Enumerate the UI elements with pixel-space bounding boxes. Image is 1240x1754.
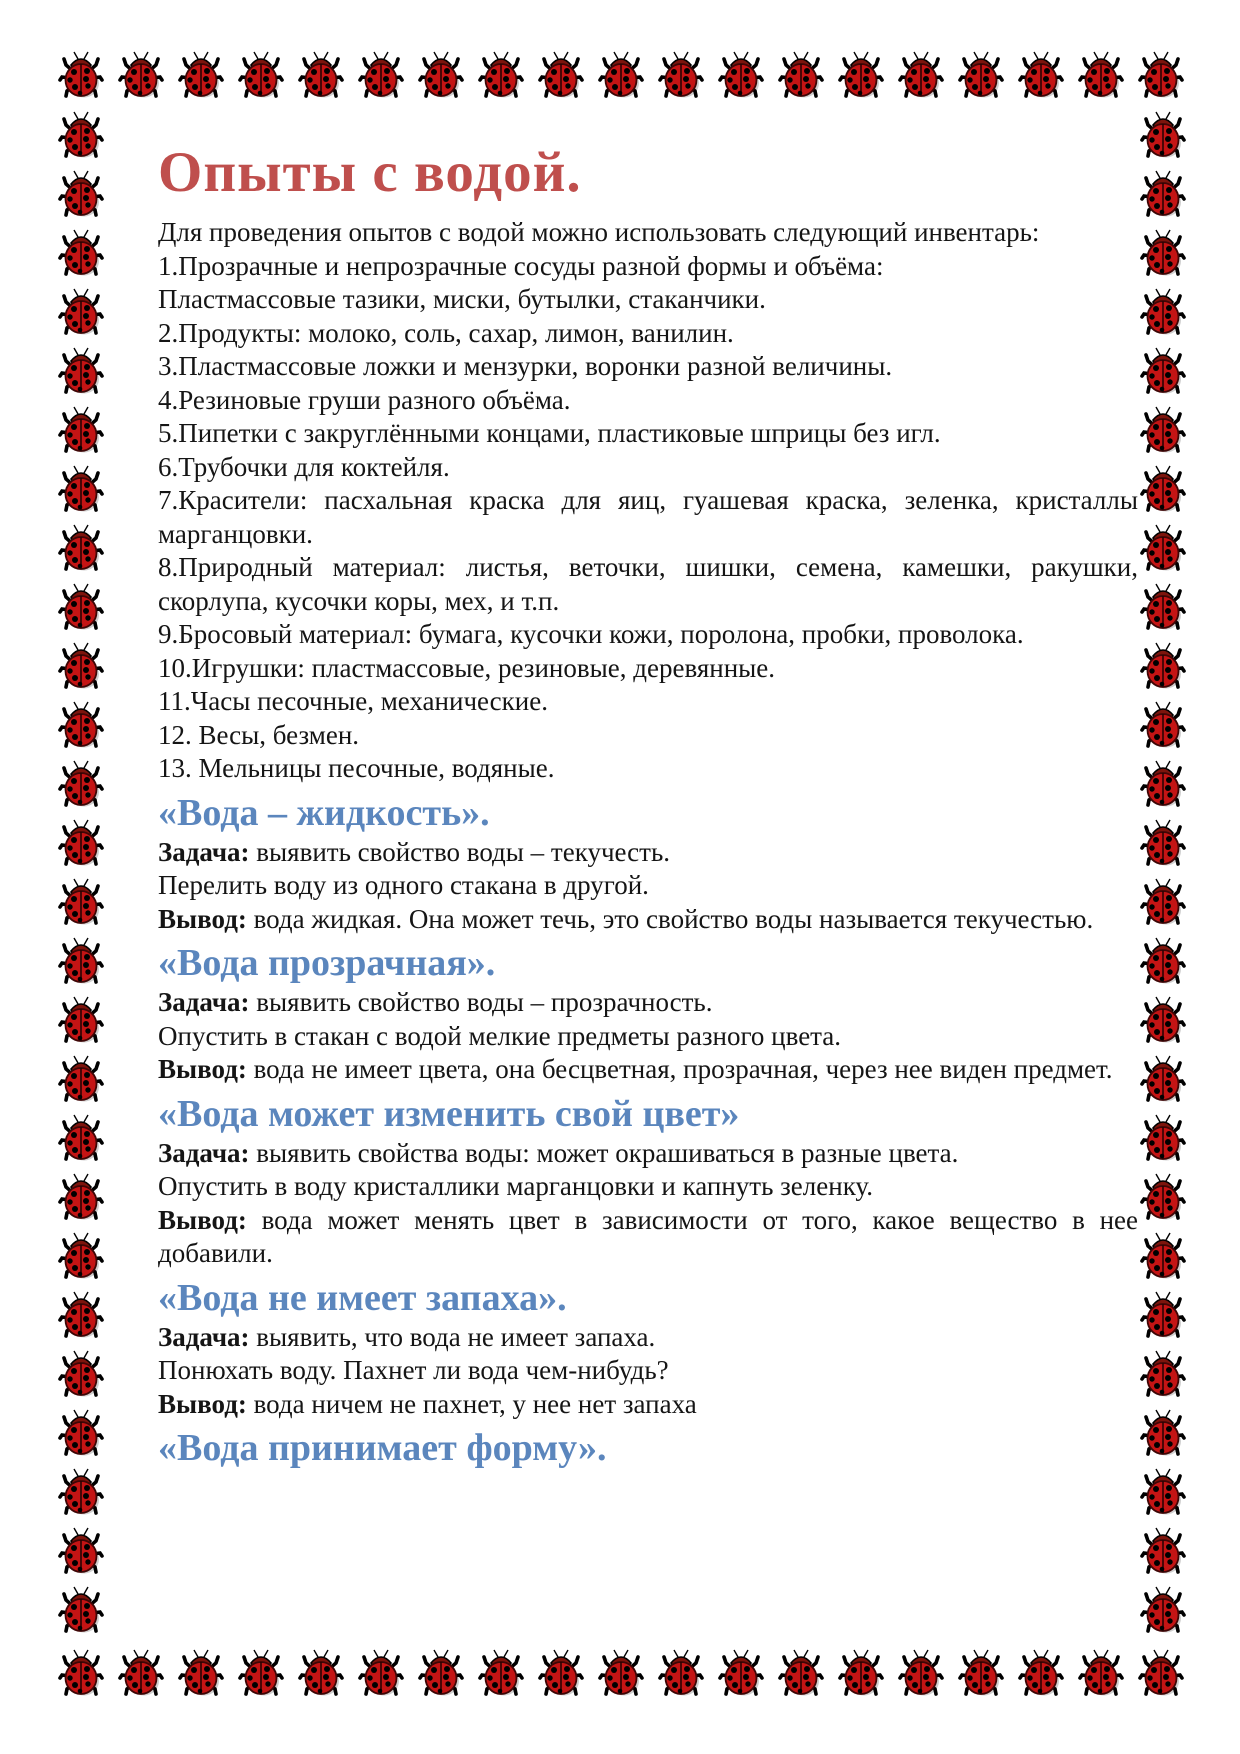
line-text: выявить свойства воды: может окрашиваться в разные цвета. [249, 1137, 959, 1168]
line-text: вода не имеет цвета, она бесцветная, прозрачная, через нее виден предмет. [246, 1054, 1113, 1084]
ladybug-icon [358, 50, 404, 100]
ladybug-icon [1140, 405, 1186, 455]
inventory-line: Пластмассовые тазики, миски, бутылки, стаканчики. [158, 284, 766, 314]
ladybug-icon [1140, 1231, 1186, 1281]
section-heading: «Вода может изменить свой цвет» [158, 1092, 740, 1135]
ladybug-icon [58, 641, 104, 691]
section-line [158, 1354, 1138, 1388]
ladybug-icon [1140, 169, 1186, 219]
ladybug-icon [1138, 50, 1184, 100]
document-content [158, 140, 1138, 1471]
ladybug-icon [58, 464, 104, 514]
section-line [158, 903, 1138, 937]
ladybug-icon [1140, 464, 1186, 514]
ladybug-icon [1018, 1648, 1064, 1698]
ladybug-icon [178, 50, 224, 100]
ladybug-icon [478, 50, 524, 100]
section-line [158, 1020, 1138, 1054]
ladybug-icon [958, 50, 1004, 100]
ladybug-icon [58, 1349, 104, 1399]
line-label: Вывод: [158, 903, 247, 934]
section-line [158, 1137, 1138, 1171]
ladybug-icon [58, 1467, 104, 1517]
ladybug-icon [178, 1648, 224, 1698]
ladybug-icon [1140, 1290, 1186, 1340]
ladybug-icon [958, 1648, 1004, 1698]
line-text: Опустить в воду кристаллики марганцовки и капнуть зеленку. [158, 1171, 873, 1201]
ladybug-icon [1140, 1467, 1186, 1517]
line-text: выявить свойство воды – прозрачность. [249, 987, 713, 1017]
ladybug-icon [418, 1648, 464, 1698]
ladybug-icon [58, 1054, 104, 1104]
ladybug-icon [1140, 1585, 1186, 1635]
ladybug-icon [58, 818, 104, 868]
ladybug-icon [58, 523, 104, 573]
ladybug-icon [1140, 641, 1186, 691]
ladybug-icon [538, 50, 584, 100]
ladybug-icon [58, 287, 104, 337]
ladybug-icon [1140, 287, 1186, 337]
ladybug-icon [658, 1648, 704, 1698]
ladybug-icon [58, 1526, 104, 1576]
section-heading: «Вода не имеет запаха». [158, 1276, 567, 1319]
line-label: Задача: [158, 987, 250, 1017]
ladybug-icon [58, 1290, 104, 1340]
ladybug-icon [1140, 523, 1186, 573]
ladybug-icon [1078, 50, 1124, 100]
ladybug-icon [1140, 700, 1186, 750]
inventory-line: 9.Бросовый материал: бумага, кусочки кожи, поролона, пробки, проволока. [158, 619, 1024, 649]
ladybug-icon [1018, 50, 1064, 100]
line-text: Опустить в стакан с водой мелкие предметы разного цвета. [158, 1020, 842, 1051]
line-label: Задача: [158, 1137, 250, 1168]
ladybug-icon [58, 50, 104, 100]
section-heading: «Вода прозрачная». [158, 942, 496, 984]
ladybug-icon [58, 169, 104, 219]
ladybug-icon [1140, 818, 1186, 868]
line-label: Вывод: [158, 1388, 247, 1419]
inventory-line: 2.Продукты: молоко, соль, сахар, лимон, ванилин. [158, 317, 734, 348]
ladybug-icon [1140, 1113, 1186, 1163]
ladybug-icon [898, 50, 944, 100]
section-line [158, 986, 1138, 1020]
ladybug-icon [898, 1648, 944, 1698]
ladybug-icon [58, 405, 104, 455]
ladybug-icon [1140, 936, 1186, 986]
ladybug-icon [1140, 1526, 1186, 1576]
ladybug-icon [118, 1648, 164, 1698]
ladybug-icon [1140, 1408, 1186, 1458]
ladybug-icon [58, 1585, 104, 1635]
ladybug-icon [718, 1648, 764, 1698]
ladybug-icon [718, 50, 764, 100]
inventory-line: 12. Весы, безмен. [158, 719, 360, 750]
ladybug-icon [838, 1648, 884, 1698]
ladybug-icon [538, 1648, 584, 1698]
ladybug-icon [1140, 582, 1186, 632]
line-text: вода ничем не пахнет, у нее нет запаха [246, 1388, 697, 1419]
ladybug-icon [58, 877, 104, 927]
ladybug-icon [298, 1648, 344, 1698]
line-text: вода может менять цвет в зависимости от того, какое вещество в нее добавили. [158, 1204, 1138, 1268]
ladybug-icon [1140, 1349, 1186, 1399]
section-heading: «Вода принимает форму». [158, 1427, 607, 1469]
section-line [158, 1321, 1138, 1355]
ladybug-icon [58, 582, 104, 632]
ladybug-icon [1140, 759, 1186, 809]
ladybug-icon [1140, 1054, 1186, 1104]
ladybug-icon [778, 1648, 824, 1698]
line-label: Задача: [158, 836, 250, 867]
ladybug-icon [1140, 346, 1186, 396]
inventory-line: 3.Пластмассовые ложки и мензурки, воронки разной величины. [158, 351, 893, 381]
ladybug-icon [1140, 228, 1186, 278]
ladybug-icon [118, 50, 164, 100]
ladybug-icon [58, 228, 104, 278]
ladybug-icon [298, 50, 344, 100]
inventory-line: 13. Мельницы песочные, водяные. [158, 753, 555, 783]
section-line [158, 1170, 1138, 1204]
ladybug-icon [58, 936, 104, 986]
line-label: Вывод: [158, 1204, 247, 1235]
line-label: Задача: [158, 1321, 250, 1352]
ladybug-icon [1140, 995, 1186, 1045]
inventory-line: 1.Прозрачные и непрозрачные сосуды разной формы и объёма: [158, 250, 884, 281]
ladybug-icon [358, 1648, 404, 1698]
ladybug-icon [238, 50, 284, 100]
ladybug-icon [418, 50, 464, 100]
ladybug-icon [58, 1648, 104, 1698]
inventory-line: 4.Резиновые груши разного объёма. [158, 384, 571, 415]
section-line [158, 836, 1138, 870]
ladybug-icon [1140, 110, 1186, 160]
ladybug-icon [58, 1113, 104, 1163]
ladybug-icon [58, 700, 104, 750]
inventory-list [158, 250, 1138, 786]
inventory-line: 11.Часы песочные, механические. [158, 686, 548, 716]
ladybug-icon [1078, 1648, 1124, 1698]
ladybug-icon [58, 759, 104, 809]
ladybug-icon [1140, 1172, 1186, 1222]
page-title: Опыты с водой. [158, 141, 582, 204]
inventory-line: 8.Природный материал: листья, веточки, шишки, семена, камешки, ракушки, скорлупа, кусочки коры, мех, и т.п. [158, 552, 1138, 616]
line-text: Понюхать воду. Пахнет ли вода чем-нибудь? [158, 1355, 669, 1385]
ladybug-icon [58, 1408, 104, 1458]
experiment-sections [158, 790, 1138, 1472]
ladybug-icon [598, 1648, 644, 1698]
inventory-line: 7.Красители: пасхальная краска для яиц, гуашевая краска, зеленка, кристаллы марганцовки. [158, 485, 1138, 549]
line-label: Вывод: [158, 1054, 247, 1084]
section-heading: «Вода – жидкость». [158, 791, 490, 834]
ladybug-icon [58, 995, 104, 1045]
ladybug-icon [658, 50, 704, 100]
ladybug-icon [838, 50, 884, 100]
ladybug-icon [1140, 877, 1186, 927]
inventory-intro: Для проведения опытов с водой можно использовать следующий инвентарь: [158, 217, 1040, 247]
ladybug-icon [238, 1648, 284, 1698]
ladybug-icon [478, 1648, 524, 1698]
line-text: выявить свойство воды – текучесть. [249, 836, 671, 867]
ladybug-icon [58, 1172, 104, 1222]
inventory-line: 5.Пипетки с закруглёнными концами, пластиковые шприцы без игл. [158, 418, 941, 448]
inventory-line: 6.Трубочки для коктейля. [158, 451, 450, 482]
ladybug-icon [58, 110, 104, 160]
section-line [158, 1053, 1138, 1087]
line-text: выявить, что вода не имеет запаха. [249, 1321, 656, 1352]
ladybug-icon [58, 1231, 104, 1281]
line-text: вода жидкая. Она может течь, это свойство воды называется текучестью. [246, 903, 1094, 934]
ladybug-icon [58, 346, 104, 396]
line-text: Перелить воду из одного стакана в другой. [158, 870, 649, 900]
ladybug-icon [598, 50, 644, 100]
ladybug-icon [1138, 1648, 1184, 1698]
section-line [158, 1204, 1138, 1271]
inventory-line: 10.Игрушки: пластмассовые, резиновые, деревянные. [158, 652, 776, 683]
ladybug-icon [778, 50, 824, 100]
section-line [158, 1388, 1138, 1422]
section-line [158, 869, 1138, 903]
